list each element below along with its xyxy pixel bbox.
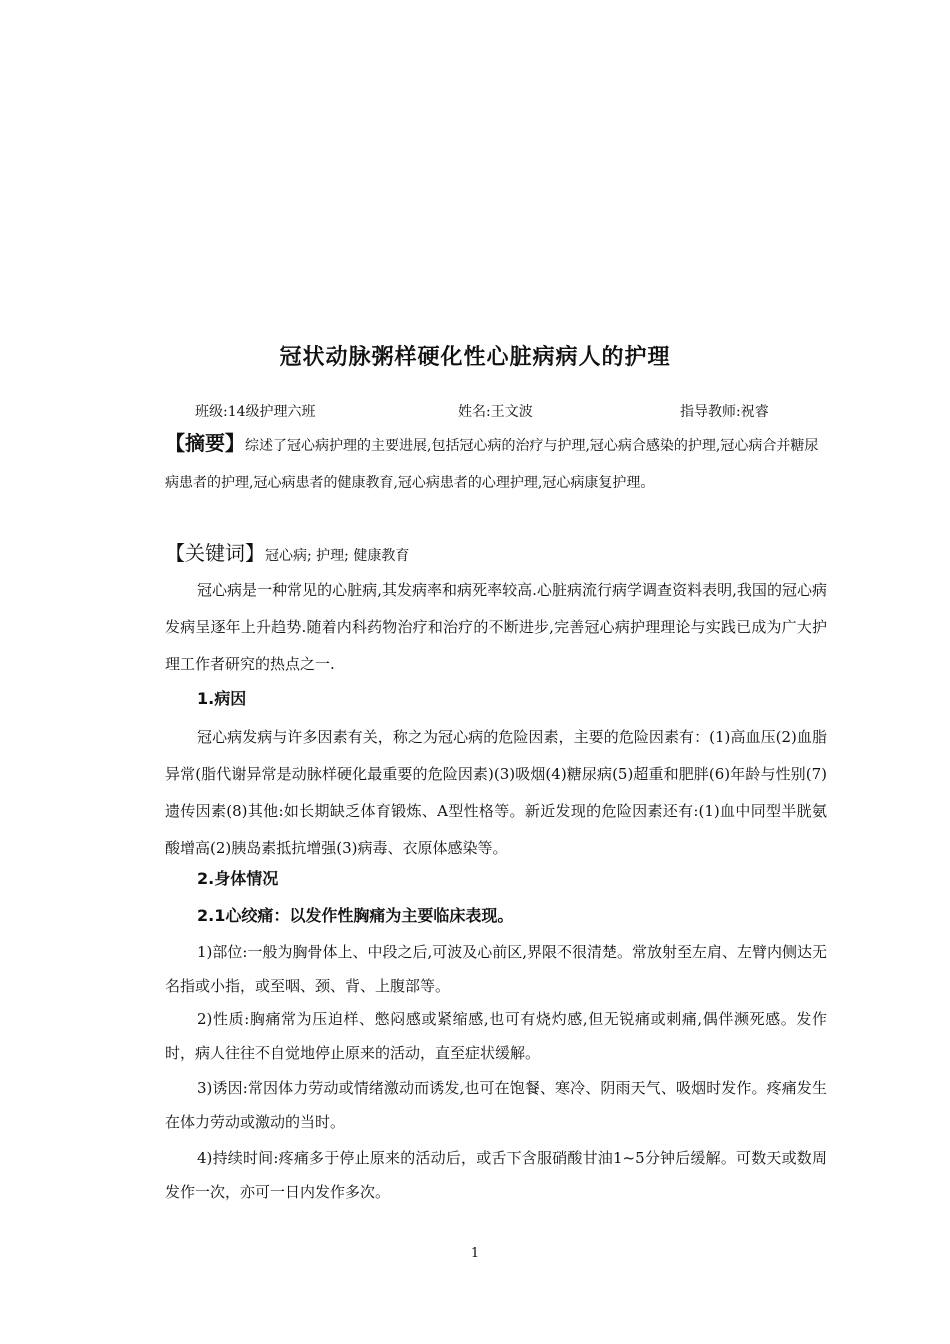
keywords-text: 冠心病; 护理; 健康教育: [265, 548, 410, 564]
abstract-text: 综述了冠心病护理的主要进展,包括冠心病的治疗与护理,冠心病合感染的护理,冠心病合并糖尿病患者的护理,冠心病患者的健康教育,冠心病患者的心理护理,冠心病康复护理。: [165, 438, 819, 491]
keywords-tag: 【关键词】: [165, 541, 265, 565]
teacher-name: 指导教师:祝睿: [680, 404, 769, 420]
page-number: 1: [470, 1246, 480, 1261]
intro-paragraph: 冠心病是一种常见的心脏病,其发病率和病死率较高.心脏病流行病学调查资料表明,我国的冠心病发病呈逐年上升趋势.随着内科药物治疗和治疗的不断进步,完善冠心病护理理论与实践已成为广大护理工作者研究的热点之一.: [165, 581, 827, 673]
keywords-section: [165, 535, 827, 575]
list-item: 3)诱因:常因体力劳动或情绪激动而诱发,也可在饱餐、寒冷、阴雨天气、吸烟时发作。疼痛发生在体力劳动或激动的当时。: [165, 1079, 827, 1131]
subsection-heading-angina: 2.1心绞痛：以发作性胸痛为主要临床表现。: [197, 906, 514, 925]
class-info: 班级:14级护理六班: [195, 404, 316, 420]
list-item: 1)部位:一般为胸骨体上、中段之后,可波及心前区,界限不很清楚。常放射至左肩、左臂内侧达无名指或小指，或至咽、颈、背、上腹部等。: [165, 943, 827, 995]
abstract-section: [165, 425, 827, 502]
section-heading-body: 2.身体情况: [197, 869, 279, 888]
abstract-tag: 【摘要】: [165, 431, 245, 455]
list-item: 4)持续时间:疼痛多于停止原来的活动后，或舌下含服硝酸甘油1~5分钟后缓解。可数天或数周发作一次，亦可一日内发作多次。: [165, 1149, 827, 1201]
author-info-row: [195, 401, 835, 423]
list-item: 2)性质:胸痛常为压迫样、憋闷感或紧缩感,也可有烧灼感,但无锐痛或刺痛,偶伴濒死感。发作时，病人往往不自觉地停止原来的活动，直至症状缓解。: [165, 1010, 827, 1062]
section-heading-cause: 1.病因: [197, 689, 247, 708]
student-name: 姓名:王文波: [458, 404, 533, 420]
cause-paragraph: 冠心病发病与许多因素有关，称之为冠心病的危险因素，主要的危险因素有：(1)高血压(2)血脂异常(脂代谢异常是动脉样硬化最重要的危险因素)(3)吸烟(4)糖尿病(5)超重和肥胖(6)年龄与性别(7)遗传因素(8)其他:如长期缺乏体育锻炼、A型性格等。新近发现的危险因素还有:(1)血中同型半胱氨酸增高(2)胰岛素抵抗增强(3)病毒、衣原体感染等。: [165, 728, 827, 857]
document-title: 冠状动脉粥样硬化性心脏病病人的护理: [279, 344, 671, 370]
